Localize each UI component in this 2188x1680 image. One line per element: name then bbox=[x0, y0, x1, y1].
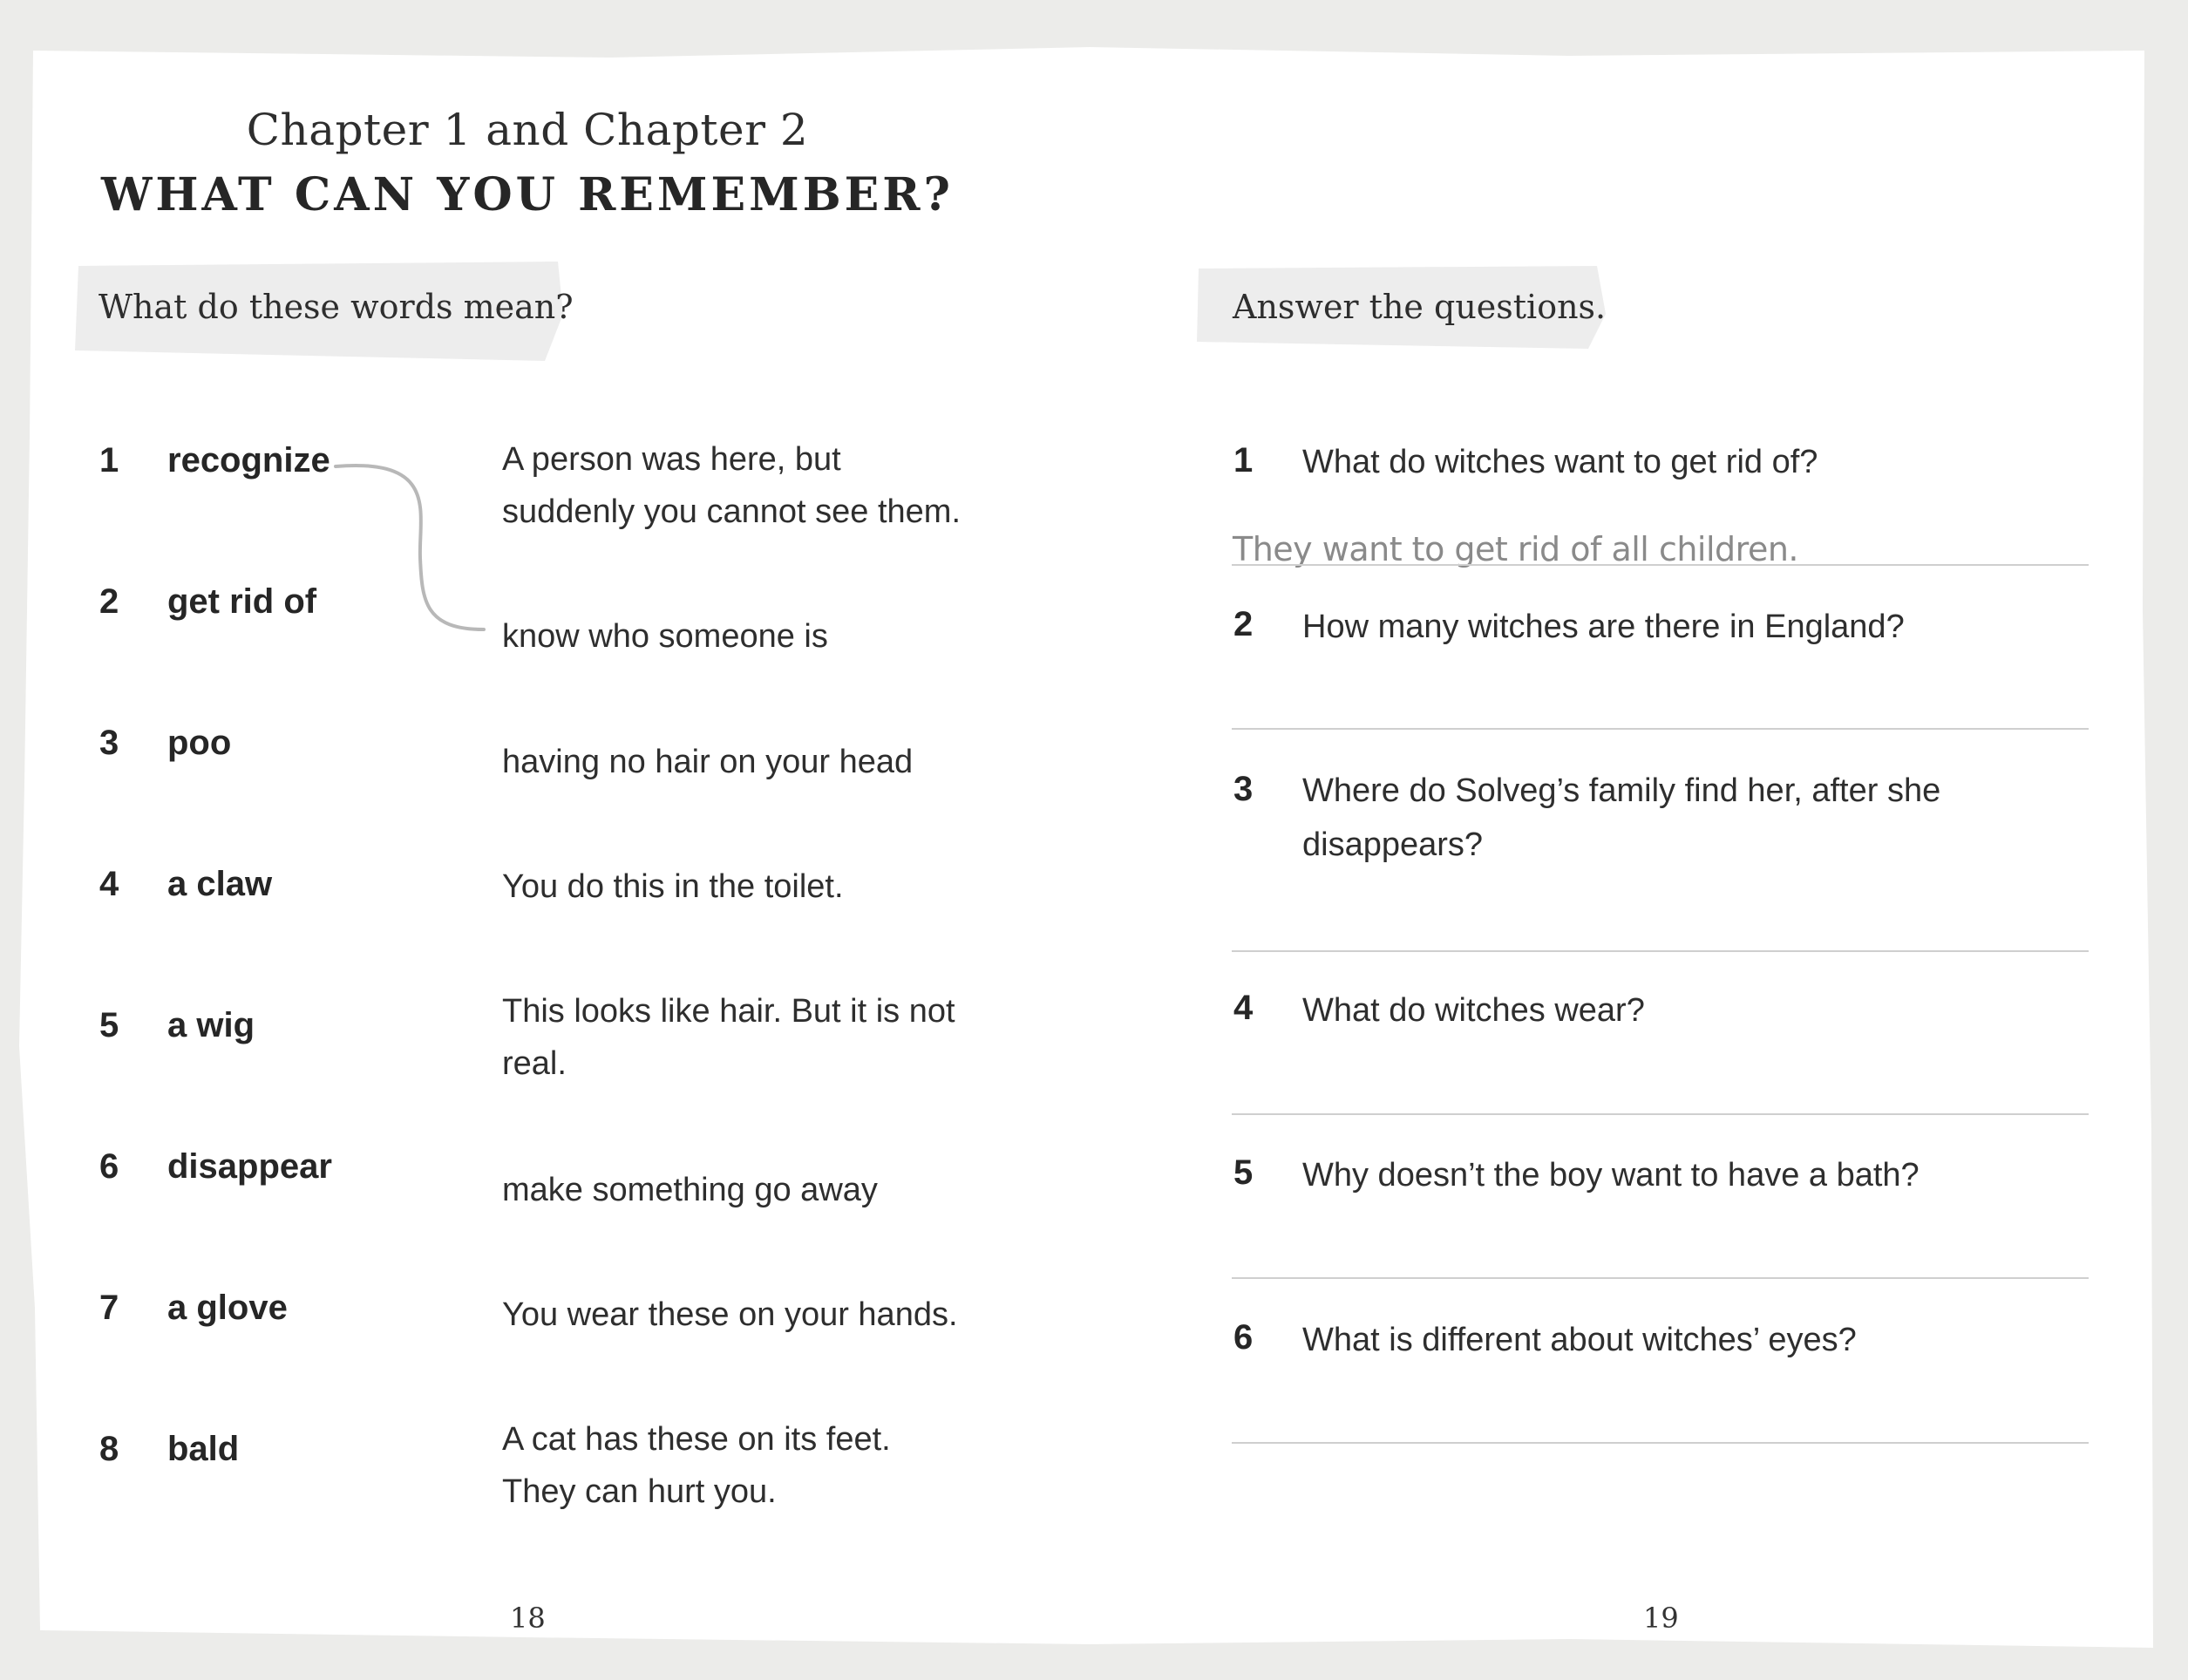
instruction-left: What do these words mean? bbox=[99, 288, 574, 326]
answer-line[interactable] bbox=[1232, 1442, 2089, 1444]
question-number: 6 bbox=[1233, 1318, 1254, 1357]
definition bbox=[502, 860, 990, 913]
word-number: 5 bbox=[99, 1006, 119, 1044]
question-line: disappears? bbox=[1302, 826, 1484, 863]
question-number: 2 bbox=[1233, 605, 1254, 643]
definition bbox=[502, 1413, 990, 1518]
definition-line: real. bbox=[502, 1045, 567, 1082]
question-number: 4 bbox=[1233, 989, 1254, 1027]
answer-line[interactable] bbox=[1232, 728, 2089, 730]
definition bbox=[502, 736, 990, 788]
answer-line[interactable] bbox=[1232, 1113, 2089, 1115]
page-number-right: 19 bbox=[1643, 1602, 1679, 1635]
chapter-subtitle: Chapter 1 and Chapter 2 bbox=[246, 105, 809, 155]
question bbox=[1302, 764, 1982, 872]
vocab-word: poo bbox=[167, 724, 232, 762]
definition-line: This looks like hair. But it is not bbox=[502, 993, 955, 1030]
word-number: 8 bbox=[99, 1430, 119, 1468]
question-line: What is different about witches’ eyes? bbox=[1302, 1322, 1857, 1358]
word-number: 7 bbox=[99, 1289, 119, 1327]
definition-line: You do this in the toilet. bbox=[502, 868, 844, 905]
definition-line: You wear these on your hands. bbox=[502, 1296, 958, 1333]
question-line: Why doesn’t the boy want to have a bath? bbox=[1302, 1157, 1920, 1194]
example-answer: They want to get rid of all children. bbox=[1233, 530, 1798, 568]
answer-line[interactable] bbox=[1232, 950, 2089, 952]
page-number-left: 18 bbox=[510, 1602, 546, 1635]
question-line: What do witches wear? bbox=[1302, 992, 1645, 1029]
vocab-word: a claw bbox=[167, 865, 273, 903]
definition-line: suddenly you cannot see them. bbox=[502, 493, 961, 530]
definition bbox=[502, 1289, 990, 1341]
word-number: 1 bbox=[99, 441, 119, 480]
word-number: 4 bbox=[99, 865, 119, 903]
definition bbox=[502, 1164, 990, 1216]
definition-line: A cat has these on its feet. bbox=[502, 1421, 891, 1458]
definition bbox=[502, 985, 990, 1090]
definition bbox=[502, 610, 990, 663]
question-number: 5 bbox=[1233, 1153, 1254, 1192]
question bbox=[1302, 983, 1982, 1037]
question bbox=[1302, 1148, 1982, 1202]
answer-line[interactable] bbox=[1232, 1277, 2089, 1279]
vocab-word: get rid of bbox=[167, 582, 317, 621]
definition bbox=[502, 433, 990, 538]
question bbox=[1302, 435, 1982, 489]
vocab-word: a wig bbox=[167, 1006, 255, 1044]
question-line: How many witches are there in England? bbox=[1302, 609, 1905, 645]
definition-line: make something go away bbox=[502, 1172, 878, 1208]
vocab-word: recognize bbox=[167, 441, 330, 480]
word-number: 6 bbox=[99, 1147, 119, 1186]
definition-line: A person was here, but bbox=[502, 441, 841, 478]
vocab-word: bald bbox=[167, 1430, 240, 1468]
word-number: 2 bbox=[99, 582, 119, 621]
vocab-word: a glove bbox=[167, 1289, 288, 1327]
word-number: 3 bbox=[99, 724, 119, 762]
answer-line[interactable] bbox=[1232, 564, 2089, 566]
question-number: 1 bbox=[1233, 441, 1254, 480]
definition-line: know who someone is bbox=[502, 618, 828, 655]
question-number: 3 bbox=[1233, 770, 1254, 808]
instruction-right: Answer the questions. bbox=[1233, 288, 1607, 326]
question-line: Where do Solveg’s family find her, after she bbox=[1302, 772, 1941, 809]
question bbox=[1302, 1313, 1982, 1367]
vocab-word: disappear bbox=[167, 1147, 332, 1186]
definition-line: having no hair on your head bbox=[502, 744, 914, 780]
question bbox=[1302, 600, 1982, 654]
question-line: What do witches want to get rid of? bbox=[1302, 444, 1818, 480]
page-title: WHAT CAN YOU REMEMBER? bbox=[101, 168, 954, 221]
definition-line: They can hurt you. bbox=[502, 1473, 777, 1510]
